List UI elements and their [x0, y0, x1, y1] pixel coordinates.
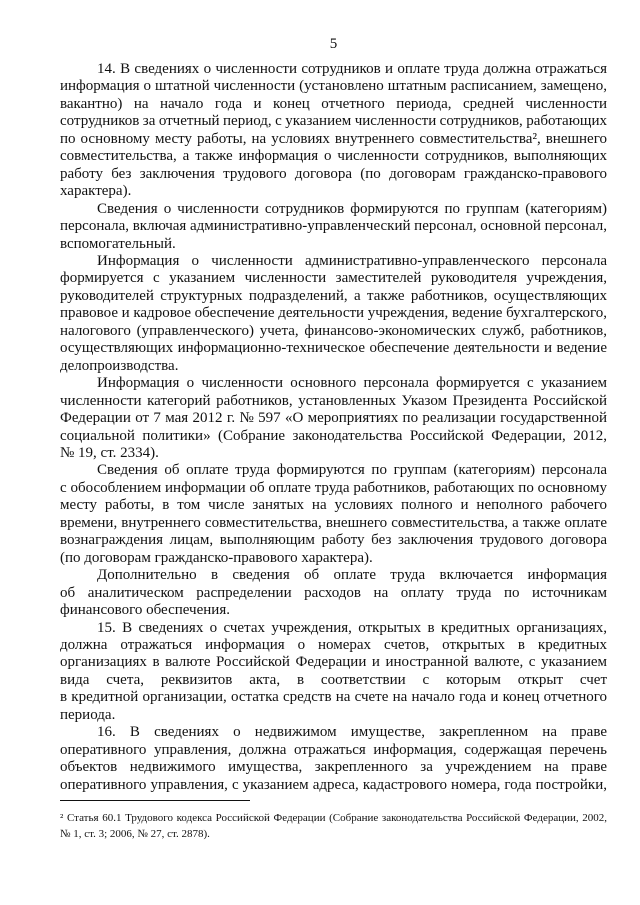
- text-line: сотрудников за отчетный период, с указанием численности сотрудников, работающих: [60, 113, 607, 130]
- text-line: должна отражаться информация о номерах счетов, открытых в кредитных: [60, 636, 607, 653]
- text-line: вакантно) на начало года и конец отчетного периода, средней численности: [60, 95, 607, 112]
- text-line: Информация о численности административно-управленческого персонала: [97, 252, 607, 269]
- text-line: осуществляющих информационно-техническое обеспечение деятельности и ведение: [60, 340, 607, 357]
- text-line: правовое и кадровое обеспечение деятельности учреждения, ведение бухгалтерского,: [60, 305, 607, 322]
- text-line: месту работы, в том числе занятых на условиях полного и неполного рабочего: [60, 497, 607, 514]
- text-line: работу без заключения трудового договора (по договорам гражданско-правового: [60, 165, 607, 182]
- text-line: 14. В сведениях о численности сотрудников и оплате труда должна отражаться: [97, 61, 607, 77]
- text-line: оперативного управления, должна отражаться информация, содержащая перечень: [60, 741, 607, 758]
- text-line: организациях в валюте Российской Федерации и иностранной валюте, с указанием: [60, 654, 607, 671]
- text-line: информация о штатной численности (установлено штатным расписанием, замещено,: [60, 78, 607, 95]
- text-line: вспомогательный.: [60, 235, 176, 252]
- text-line: Сведения о численности сотрудников формируются по группам (категориям): [97, 200, 607, 217]
- text-line: № 19, ст. 2334).: [60, 444, 159, 461]
- document-body: [60, 61, 607, 794]
- paragraph-staff-groups: [60, 201, 607, 253]
- text-line: периода.: [60, 706, 116, 723]
- text-line: руководителей структурных подразделений, а также работников, осуществляющих: [60, 287, 607, 304]
- footnote-line: № 1, ст. 3; 2006, № 27, ст. 2878).: [60, 828, 210, 840]
- footnote-line: [60, 810, 607, 826]
- text-line: формируется с указанием численности заместителей руководителя учреждения,: [60, 270, 607, 287]
- text-line: Федерации от 7 мая 2012 г. № 597 «О мероприятиях по реализации государственной: [60, 410, 607, 427]
- text-line: налогового (управленческого) учета, финансово-экономических служб, работников,: [60, 322, 607, 339]
- text-line: персонала, включая административно-управленческий персонал, основной персонал,: [60, 218, 607, 235]
- footnote: [60, 810, 607, 842]
- paragraph-admin-staff: [60, 253, 607, 375]
- text-line: в кредитной организации, остатка средств на счете на начало года и конец отчетного: [60, 689, 607, 706]
- paragraph-main-staff: [60, 375, 607, 462]
- text-line: по основному месту работы, на условиях внутреннего совместительства², внешнего: [60, 130, 607, 147]
- text-line: времени, внутреннего совместительства, внешнего совместительства, а также оплате: [60, 514, 607, 531]
- footnote-marker: ²: [60, 812, 64, 824]
- text-line: 15. В сведениях о счетах учреждения, открытых в кредитных организациях,: [97, 619, 607, 636]
- text-line: 16. В сведениях о недвижимом имуществе, закрепленном на праве: [97, 724, 607, 741]
- text-line: Дополнительно в сведения об оплате труда включается информация: [97, 567, 607, 584]
- paragraph-item-14: [60, 61, 607, 201]
- text-line: совместительства, а также информация о численности сотрудников, выполняющих: [60, 148, 607, 165]
- text-line: Информация о численности основного персонала формируется с указанием: [97, 375, 607, 392]
- text-line: объектов недвижимого имущества, закрепленного за учреждением на праве: [60, 759, 607, 776]
- paragraph-item-16: [60, 724, 607, 794]
- text-line: социальной политики» (Собрание законодательства Российской Федерации, 2012,: [60, 427, 607, 444]
- text-line: финансового обеспечения.: [60, 602, 230, 619]
- text-line: об аналитическом распределении расходов на оплату труда по источникам: [60, 584, 607, 601]
- text-line: с обособлением информации об оплате труда работников, работающих по основному: [60, 479, 607, 496]
- text-line: делопроизводства.: [60, 357, 179, 374]
- text-line: (по договорам гражданско-правового характера).: [60, 549, 373, 566]
- footnote-separator: [60, 800, 250, 801]
- paragraph-pay-sources: [60, 567, 607, 619]
- text-line: вида счета, реквизитов акта, в соответствии с которым открыт счет: [60, 671, 607, 688]
- footnote-text: Статья 60.1 Трудового кодекса Российской Федерации (Собрание законодательства Российской Федерации, 2002,: [66, 812, 608, 824]
- text-line: характера).: [60, 183, 132, 200]
- text-line: вознаграждения лицам, выполняющим работу без заключения трудового договора: [60, 532, 607, 549]
- page-number: 5: [329, 36, 338, 52]
- text-line: оперативного управления, с указанием адреса, кадастрового номера, года постройки,: [60, 776, 607, 793]
- paragraph-item-15: [60, 620, 607, 725]
- text-line: численности категорий работников, установленных Указом Президента Российской: [60, 392, 607, 409]
- paragraph-pay-info: [60, 462, 607, 567]
- text-line: Сведения об оплате труда формируются по группам (категориям) персонала: [97, 462, 607, 479]
